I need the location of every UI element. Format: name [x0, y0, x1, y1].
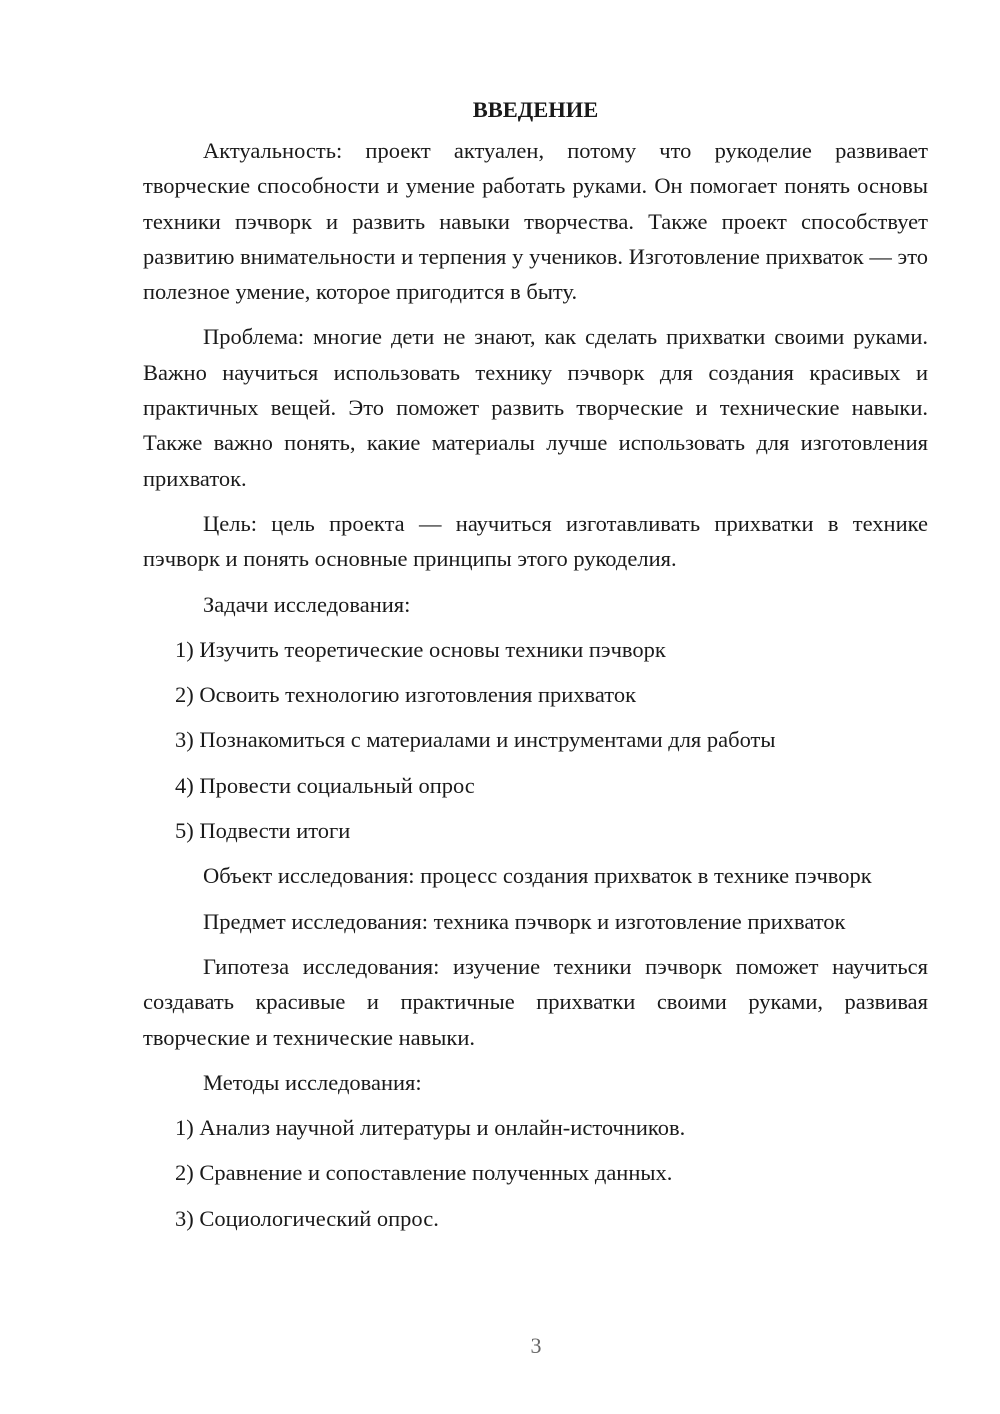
page-number: 3 — [530, 1333, 542, 1358]
list-item: 1) Изучить теоретические основы техники пэчворк — [175, 636, 666, 662]
hypothesis-paragraph: Гипотеза исследования: изучение техники пэчворк поможет научиться создавать красивые и практичные прихватки своими руками, развивая творческие и технические навыки. — [143, 953, 928, 1050]
list-item: 2) Сравнение и сопоставление полученных данных. — [175, 1160, 673, 1186]
problem-paragraph: Проблема: многие дети не знают, как сделать прихватки своими руками. Важно научиться использовать технику пэчворк для создания красивых и практичных вещей. Это поможет развить творческие и технические навыки. Также важно понять, какие материалы лучше использовать для изготовления прихваток. — [143, 324, 928, 491]
list-item: 1) Анализ научной литературы и онлайн-источников. — [175, 1115, 686, 1141]
list-item: 4) Провести социальный опрос — [175, 772, 475, 798]
tasks-list — [143, 632, 928, 848]
list-item: 3) Социологический опрос. — [175, 1205, 439, 1231]
tasks-heading: Задачи исследования: — [203, 591, 411, 617]
object-paragraph: Объект исследования: процесс создания прихваток в технике пэчворк — [203, 863, 872, 889]
methods-list — [143, 1110, 928, 1236]
page-content — [143, 92, 928, 1236]
list-item: 3) Познакомиться с материалами и инструментами для работы — [175, 727, 776, 753]
list-item: 5) Подвести итоги — [175, 818, 351, 844]
list-item: 2) Освоить технологию изготовления прихваток — [175, 682, 636, 708]
methods-heading: Методы исследования: — [203, 1069, 422, 1095]
relevance-paragraph: Актуальность: проект актуален, потому что рукоделие развивает творческие способности и умение работать руками. Он помогает понять основы техники пэчворк и развить навыки творчества. Также проект способствует развитию внимательности и терпения у учеников. Изготовление прихваток — это полезное умение, которое пригодится в быту. — [143, 138, 928, 305]
goal-paragraph: Цель: цель проекта — научиться изготавливать прихватки в технике пэчворк и понять основные принципы этого рукоделия. — [143, 510, 928, 572]
page-title: ВВЕДЕНИЕ — [472, 97, 599, 122]
subject-paragraph: Предмет исследования: техника пэчворк и изготовление прихваток — [203, 908, 846, 934]
